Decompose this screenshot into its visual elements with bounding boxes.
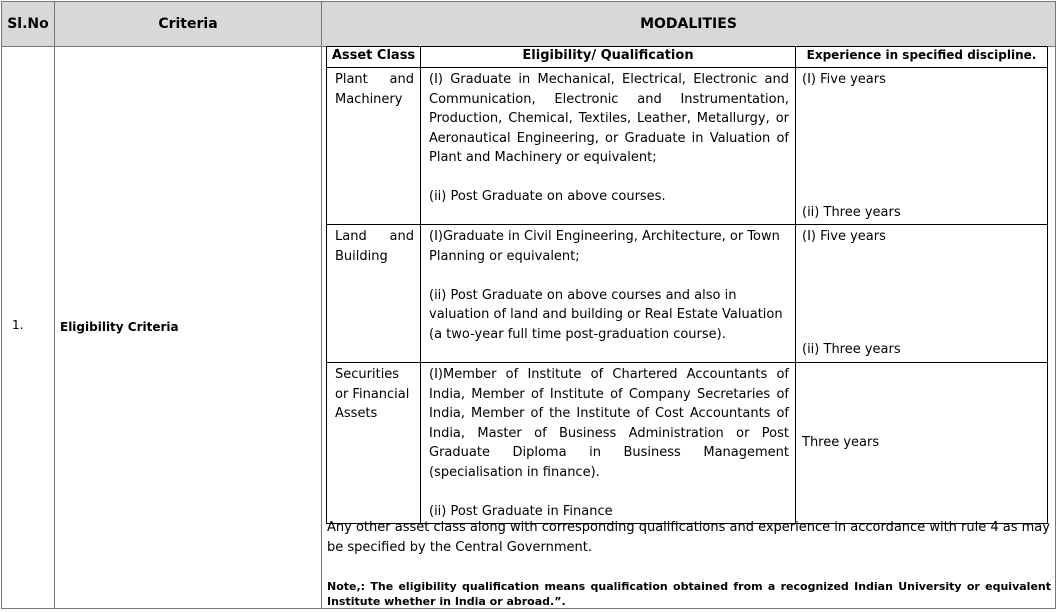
column-divider (321, 2, 322, 608)
col-asset-class: Asset Class (327, 47, 421, 68)
header-slno: Sl.No (2, 2, 54, 47)
column-divider (54, 2, 55, 608)
qualification-2: (ii) Post Graduate in Finance (429, 503, 613, 519)
qualification-2: (ii) Post Graduate on above courses and also in valuation of land and building or Real Estate Valuation (a two-year full time post-graduation course). (429, 287, 783, 342)
other-asset-text: Any other asset class along with corresponding qualifications and experience in accordance with rule 4 as may be specified by the Central Government. (327, 520, 1050, 555)
qualification-1: (I)Member of Institute of Chartered Accountants of India, Member of Institute of Company Secretaries of India, Member of the Institute of Cost Accountants of India, Master of Business Administration or Post Graduate Diploma in Business Management (specialisation in finance). (429, 367, 789, 480)
col-experience: Experience in specified discipline. (796, 47, 1048, 68)
table-header-row (327, 47, 1048, 68)
experience-1: Three years (802, 435, 880, 451)
qualification-1: (I) Graduate in Mechanical, Electrical, Electronic and Communication, Electronic and Instrumentation, Production, Chemical, Textiles, Leather, Metallurgy, or Aeronautical Engineering, or Graduate in Valuation of Plant and Machinery or equivalent; (429, 72, 789, 165)
asset-class-cell: Land and Building (335, 229, 414, 264)
experience-1: (I) Five years (802, 72, 886, 87)
col-eligibility: Eligibility/ Qualification (421, 47, 796, 68)
qualification-1: (I)Graduate in Civil Engineering, Architecture, or Town Planning or equivalent; (429, 229, 780, 264)
asset-class-cell: Securities or Financial Assets (335, 367, 410, 421)
table-row (327, 225, 1048, 363)
table-row (327, 363, 1048, 524)
note-text: Note,: The eligibility qualification means qualification obtained from a recognized Indian University or equivalent Institute whether in India or abroad.”. (327, 580, 1051, 608)
table-row (327, 68, 1048, 225)
modalities-table (326, 46, 1048, 524)
experience-1: (I) Five years (802, 229, 886, 244)
asset-class-cell: Plant and Machinery (335, 72, 414, 107)
qualification-2: (ii) Post Graduate on above courses. (429, 189, 666, 204)
row-criteria: Eligibility Criteria (60, 320, 179, 334)
experience-2: (ii) Three years (802, 205, 901, 220)
experience-2: (ii) Three years (802, 342, 901, 357)
row-number: 1. (12, 318, 24, 332)
header-criteria: Criteria (55, 2, 321, 47)
header-modalities: MODALITIES (322, 2, 1055, 47)
